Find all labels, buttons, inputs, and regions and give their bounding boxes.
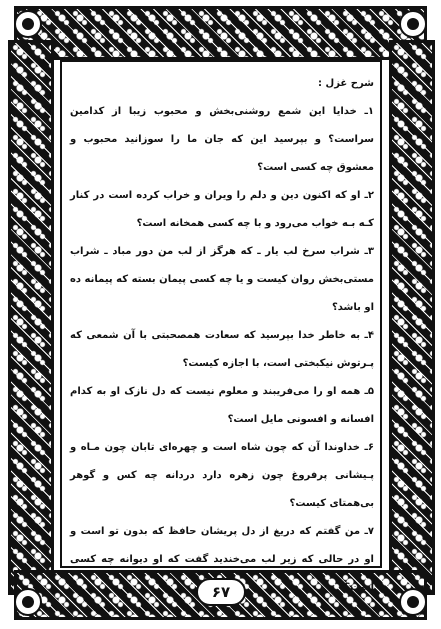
commentary-paragraph: ۶ـ خداوندا آن که چون شاه است و چهره‌ای تابان چون مـاه و پـیشانی پرفروغ چون زهره دارد دردانه چه کس و گوهر بی‌همتای کیست؟ bbox=[70, 442, 374, 509]
page-number: ۶۷ bbox=[196, 578, 246, 606]
commentary-paragraph: ۵ـ همه او را می‌فریبند و معلوم نیست که دل نازک او به کدام افسانه و افسونی مایل است؟ bbox=[70, 386, 374, 425]
commentary-paragraph: ۲ـ او که اکنون دین و دلم را ویران و خراب کرده است در کنار کـه بـه خواب می‌رود و با چه کسی همخانه است؟ bbox=[70, 190, 374, 229]
corner-rosette-icon bbox=[14, 10, 42, 38]
commentary-paragraph: ۳ـ شراب سرخ لب یار ـ که هرگز از لب من دور مباد ـ شراب مستی‌بخش روان کیست و یا چه کسی پیمان بسته که پیمانه ده او باشد؟ bbox=[70, 246, 374, 313]
corner-rosette-icon bbox=[399, 10, 427, 38]
commentary-paragraph: ۴ـ به خاطر خدا بپرسید که سعادت همصحبتی با آن شمعی که پـرتوش نیکبختی است، با اجازه کیست؟ bbox=[70, 330, 374, 369]
right-ornament-border bbox=[389, 40, 435, 595]
top-ornament-border bbox=[14, 6, 427, 60]
corner-rosette-icon bbox=[14, 588, 42, 616]
commentary-paragraph: ۱ـ خدایا این شمع روشنی‌بخش و محبوب زیبا از کدامین سراست؟ و بپرسید این که جان ما را سوزانید محبوب و معشوق چه کسی است؟ bbox=[70, 106, 374, 173]
left-ornament-border bbox=[8, 40, 54, 595]
corner-rosette-icon bbox=[399, 588, 427, 616]
section-heading: شرح غزل : bbox=[318, 78, 374, 89]
poem-commentary bbox=[70, 70, 374, 602]
commentary-paragraph: ۷ـ من گفتم که دریغ از دل پریشان حافظ که بدون تو است و او در حالی که زیر لب می‌خندید گفت که او دیوانه چه کسی است؟ bbox=[70, 526, 374, 593]
